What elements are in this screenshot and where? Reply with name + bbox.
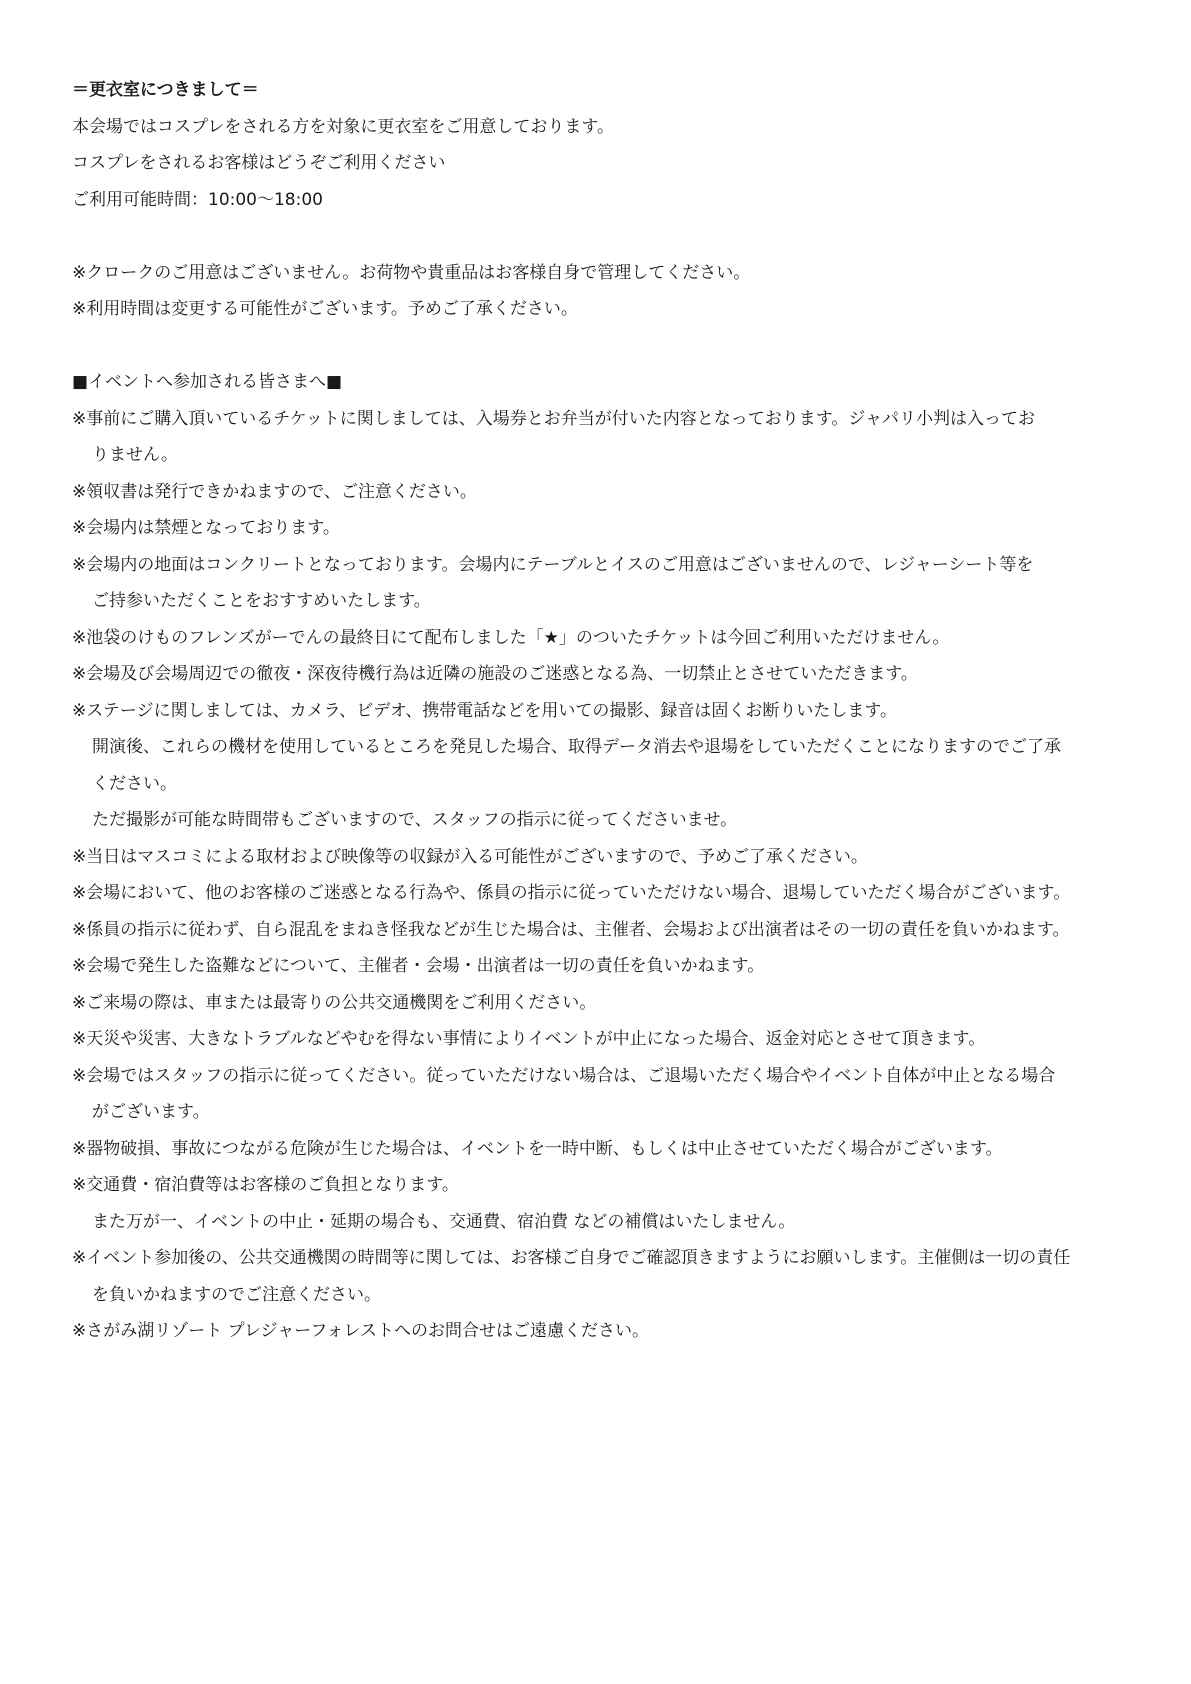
- dressing-room-note: ※利用時間は変更する可能性がございます。予めご了承ください。: [72, 299, 578, 319]
- notice-item: ※会場及び会場周辺での徹夜・深夜待機行為は近隣の施設のご迷惑となる為、一切禁止とさせていただきます。: [72, 664, 918, 684]
- notice-item: ※ステージに関しましては、カメラ、ビデオ、携帯電話などを用いての撮影、録音は固くお断りいたします。: [72, 700, 897, 721]
- notice-item: ※交通費・宿泊費等はお客様のご負担となります。: [72, 1175, 459, 1195]
- dressing-room-hours: ご利用可能時間：10:00〜18:00: [72, 189, 323, 210]
- notice-item: ※領収書は発行できかねますので、ご注意ください。: [72, 481, 477, 502]
- event-notice-heading: ■イベントへ参加される皆さまへ■: [72, 372, 343, 392]
- notice-item: ※会場ではスタッフの指示に従ってください。従っていただけない場合は、ご退場いただく場合やイベント自体が中止となる場合: [72, 1065, 1056, 1086]
- notice-item-continuation: りません。: [92, 445, 179, 465]
- dressing-room-text: 本会場ではコスプレをされる方を対象に更衣室をご用意しております。: [72, 116, 614, 137]
- notice-item-continuation: ください。: [92, 773, 177, 794]
- notice-item: ※イベント参加後の、公共交通機関の時間等に関しては、お客様ご自身でご確認頂きますようにお願いします。主催側は一切の責任: [72, 1248, 1071, 1268]
- dressing-room-text: コスプレをされるお客様はどうぞご利用ください: [72, 153, 446, 173]
- notice-item-continuation: また万が一、イベントの中止・延期の場合も、交通費、宿泊費 などの補償はいたしません。: [92, 1211, 796, 1232]
- notice-item: ※事前にご購入頂いているチケットに関しましては、入場券とお弁当が付いた内容となっております。ジャパリ小判は入ってお: [72, 408, 1036, 429]
- notice-item: ※さがみ湖リゾート プレジャーフォレストへのお問合せはご遠慮ください。: [72, 1321, 649, 1341]
- notice-item: ※係員の指示に従わず、自ら混乱をまねき怪我などが生じた場合は、主催者、会場および出演者はその一切の責任を負いかねます。: [72, 919, 1070, 940]
- notice-item-continuation: ご持参いただくことをおすすめいたします。: [92, 591, 431, 611]
- document-page: [72, 72, 1132, 1350]
- notice-item: ※池袋のけものフレンズがーでんの最終日にて配布しました「★」のついたチケットは今回ご利用いただけません。: [72, 627, 950, 648]
- notice-item: ※会場において、他のお客様のご迷惑となる行為や、係員の指示に従っていただけない場合、退場していただく場合がございます。: [72, 883, 1071, 903]
- notice-item-continuation: がございます。: [92, 1102, 210, 1122]
- notice-item: ※器物破損、事故につながる危険が生じた場合は、イベントを一時中断、もしくは中止させていただく場合がございます。: [72, 1138, 1003, 1159]
- spacer: [72, 218, 1132, 255]
- notice-item: ※会場内は禁煙となっております。: [72, 518, 340, 538]
- notice-item: ※ご来場の際は、車または最寄りの公共交通機関をご利用ください。: [72, 992, 597, 1013]
- notice-item-continuation: ただ撮影が可能な時間帯もございますので、スタッフの指示に従ってくださいませ。: [92, 810, 738, 830]
- notice-item-continuation: を負いかねますのでご注意ください。: [92, 1284, 381, 1305]
- notice-item: ※会場で発生した盗難などについて、主催者・会場・出演者は一切の責任を負いかねます。: [72, 956, 765, 976]
- spacer: [72, 328, 1132, 365]
- notice-item: ※当日はマスコミによる取材および映像等の収録が入る可能性がございますので、予めご了承ください。: [72, 846, 868, 867]
- dressing-room-note: ※クロークのご用意はございません。お荷物や貴重品はお客様自身で管理してください。: [72, 262, 751, 283]
- notice-item: ※会場内の地面はコンクリートとなっております。会場内にテーブルとイスのご用意はございませんので、レジャーシート等を: [72, 554, 1034, 575]
- notice-item-continuation: 開演後、これらの機材を使用しているところを発見した場合、取得データ消去や退場をしていただくことになりますのでご了承: [92, 737, 1061, 757]
- notice-item: ※天災や災害、大きなトラブルなどやむを得ない事情によりイベントが中止になった場合、返金対応とさせて頂きます。: [72, 1029, 986, 1049]
- dressing-room-heading: ＝更衣室につきまして＝: [72, 80, 259, 100]
